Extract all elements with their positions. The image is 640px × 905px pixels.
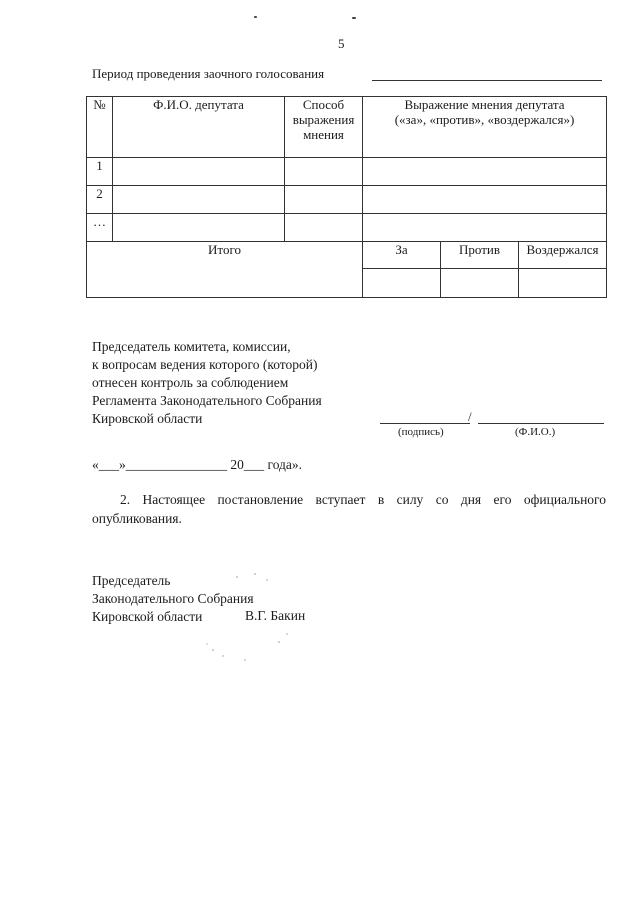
signature-blank	[380, 423, 470, 424]
header-opinion-line: («за», «против», «воздержался»)	[394, 112, 575, 127]
row-cell	[113, 158, 285, 186]
scan-speck	[254, 16, 257, 18]
table-row	[87, 186, 607, 214]
signatory-line: Председатель	[92, 573, 171, 588]
row-cell	[363, 186, 607, 214]
faint-stamp-marks	[195, 568, 305, 668]
chair-line: Регламента Законодательного Собрания	[92, 393, 322, 408]
scan-speck	[352, 17, 356, 19]
signatory-line: Кировской области	[92, 609, 203, 624]
row-number: 2	[87, 186, 113, 214]
row-cell	[113, 186, 285, 214]
total-row	[87, 242, 607, 269]
chair-line: отнесен контроль за соблюдением	[92, 375, 289, 390]
header-opinion	[363, 97, 607, 158]
row-cell	[285, 186, 363, 214]
header-method	[285, 97, 363, 158]
date-line: «___»_______________ 20___ года».	[92, 457, 303, 472]
committee-chair-block	[92, 338, 322, 428]
chair-line: Председатель комитета, комиссии,	[92, 339, 291, 354]
chair-line: Кировской области	[92, 411, 203, 426]
voting-period-blank	[372, 80, 602, 81]
name-caption: (Ф.И.О.)	[515, 426, 556, 438]
voting-period-label: Период проведения заочного голосования	[92, 66, 325, 81]
total-for-value	[363, 269, 441, 298]
header-opinion-line: Выражение мнения депутата	[404, 97, 565, 112]
total-against-value	[441, 269, 519, 298]
signatory-name: В.Г. Бакин	[245, 608, 306, 623]
header-deputy-name: Ф.И.О. депутата	[113, 97, 285, 158]
voting-table	[86, 96, 607, 298]
total-label: Итого	[87, 242, 363, 298]
name-blank	[478, 423, 604, 424]
total-abstained-value	[519, 269, 607, 298]
table-header-row	[87, 97, 607, 158]
row-cell	[285, 214, 363, 242]
effective-date-paragraph: 2. Настоящее постановление вступает в силу со дня его официального опубликования.	[92, 492, 606, 526]
row-cell	[285, 158, 363, 186]
header-method-line: мнения	[303, 127, 344, 142]
signature-slash: /	[468, 409, 472, 424]
row-cell	[113, 214, 285, 242]
chair-line: к вопросам ведения которого (которой)	[92, 357, 318, 372]
page-number: 5	[338, 36, 345, 51]
row-cell	[363, 158, 607, 186]
table-row	[87, 214, 607, 242]
total-against-header: Против	[441, 242, 519, 269]
row-number: 1	[87, 158, 113, 186]
header-number: №	[87, 97, 113, 158]
signatory-line: Законодательного Собрания	[92, 591, 254, 606]
row-cell	[363, 214, 607, 242]
total-for-header: За	[363, 242, 441, 269]
row-number: …	[87, 214, 113, 242]
table-row	[87, 158, 607, 186]
header-method-line: Способ	[302, 97, 345, 112]
total-abstained-header: Воздержался	[519, 242, 607, 269]
signature-caption: (подпись)	[398, 426, 444, 438]
header-method-line: выражения	[292, 112, 355, 127]
